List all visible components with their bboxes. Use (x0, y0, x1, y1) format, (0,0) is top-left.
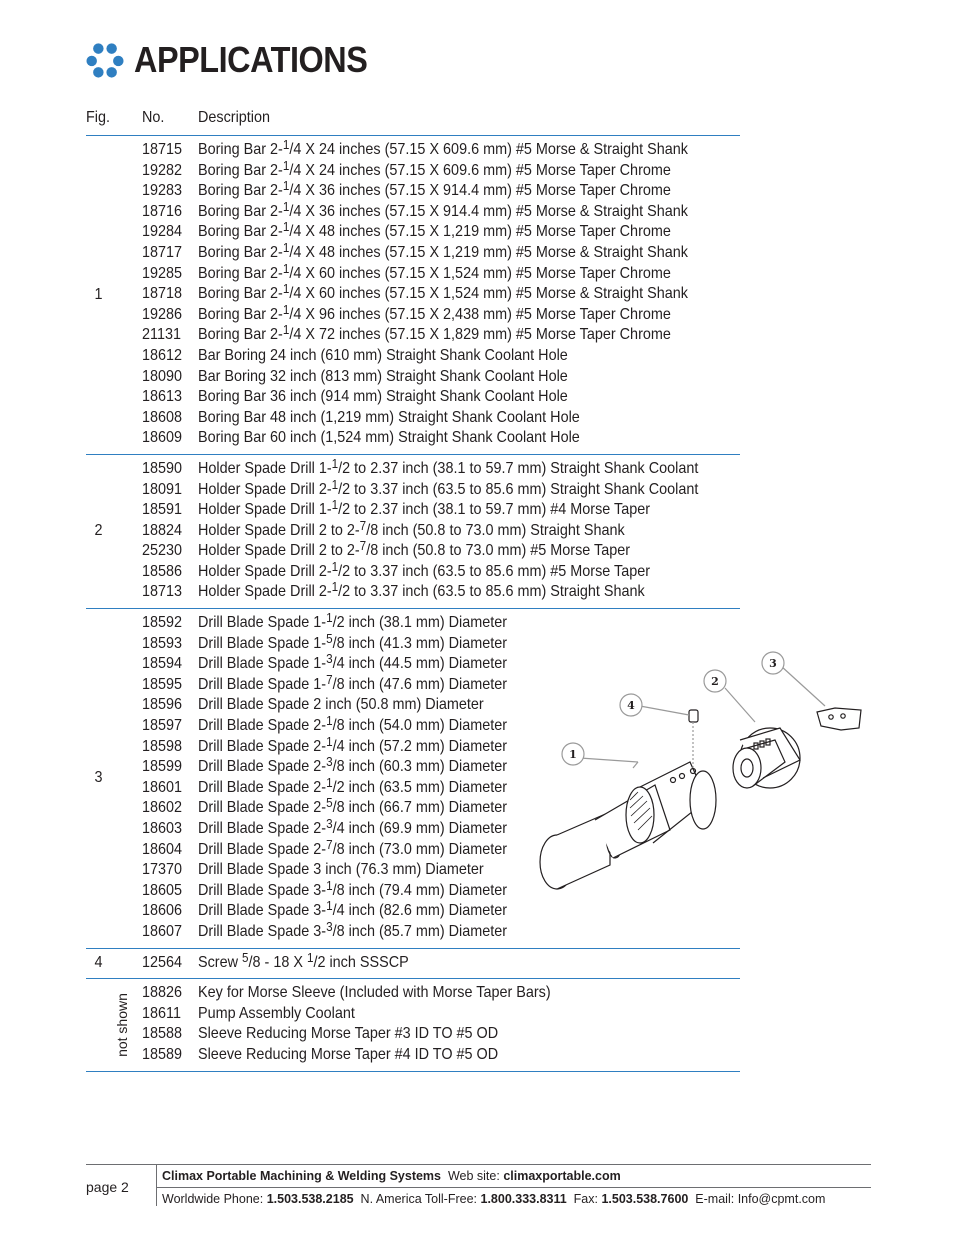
fraction-numerator: 1 (282, 137, 290, 152)
part-description (198, 983, 551, 1004)
fraction-numerator: 1 (331, 476, 339, 492)
part-number: 18592 (142, 614, 183, 632)
description-text: Drill Blade Spade 2- (198, 840, 327, 858)
description-text: /4 X 60 inches (57.15 X 1,524 mm) #5 Morse Taper Chrome (289, 264, 671, 282)
part-number: 18591 (142, 501, 183, 519)
part-number: 18091 (142, 480, 183, 498)
part-number: 18713 (142, 583, 183, 601)
tollfree-number: 1.800.333.8311 (480, 1192, 567, 1206)
part-number: 18090 (142, 367, 183, 385)
part-number: 18606 (142, 902, 183, 920)
fraction-numerator: 1 (331, 558, 339, 574)
description-text: Boring Bar 2- (198, 305, 283, 323)
part-description (198, 713, 508, 737)
description-text: /8 inch (50.8 to 73.0 mm) Straight Shank (366, 521, 625, 539)
website-label: Web site: (447, 1169, 500, 1183)
table-row (86, 219, 740, 243)
description-text: /4 inch (44.5 mm) Diameter (332, 655, 508, 673)
description-text: /4 X 60 inches (57.15 X 1,524 mm) #5 Morse & Straight Shank (289, 285, 688, 303)
table-row (86, 178, 740, 202)
description-text: Drill Blade Spade 2- (198, 758, 327, 776)
page-footer (86, 1164, 871, 1206)
description-text: /4 X 36 inches (57.15 X 914.4 mm) #5 Morse Taper Chrome (289, 182, 671, 200)
table-section (86, 455, 740, 609)
part-description (198, 918, 508, 943)
part-description (198, 219, 671, 243)
part-description (198, 408, 580, 429)
part-description (198, 497, 651, 521)
fraction-numerator: 1 (282, 260, 290, 276)
part-description (198, 260, 671, 285)
part-description (198, 239, 688, 264)
description-text: Screw (198, 953, 243, 971)
part-number: 19285 (142, 264, 183, 282)
part-number: 18613 (142, 388, 183, 406)
part-number: 18603 (142, 820, 183, 837)
part-description (198, 610, 508, 634)
description-text: Key for Morse Sleeve (Included with Morse Taper Bars) (198, 984, 551, 1002)
figure-number: 1 (94, 285, 103, 303)
table-row (86, 198, 740, 223)
table-row (86, 497, 740, 521)
description-text: /8 inch (85.7 mm) Diameter (332, 922, 508, 940)
description-text: /4 inch (69.9 mm) Diameter (332, 820, 508, 837)
fraction-numerator: 1 (326, 774, 333, 790)
part-description (198, 795, 508, 819)
fraction-numerator: 1 (306, 949, 314, 965)
description-text: Sleeve Reducing Morse Taper #4 ID TO #5 OD (198, 1045, 499, 1063)
email-link[interactable]: Info@cpmt.com (737, 1192, 826, 1206)
fraction-numerator: 1 (282, 157, 290, 173)
part-number: 25230 (142, 542, 183, 560)
fraction-numerator: 1 (282, 178, 290, 194)
table-section (86, 979, 740, 1071)
climax-logo-icon (86, 41, 124, 79)
part-description (198, 671, 508, 696)
part-description (198, 579, 645, 603)
table-body (86, 136, 740, 1072)
table-row (86, 157, 740, 182)
fraction-numerator: 1 (326, 733, 333, 749)
part-number: 18611 (142, 1004, 181, 1022)
fraction-numerator: 7 (326, 671, 333, 687)
part-description (198, 137, 688, 161)
table-row (86, 610, 740, 634)
description-text: Boring Bar 2- (198, 264, 283, 282)
fraction-numerator: 1 (282, 239, 290, 255)
fraction-numerator: 1 (326, 713, 333, 729)
part-description (198, 538, 631, 562)
description-text: /2 inch (63.5 mm) Diameter (332, 778, 508, 796)
description-text: Holder Spade Drill 1- (198, 459, 332, 477)
description-text: Drill Blade Spade 3- (198, 902, 327, 920)
table-row (86, 346, 740, 367)
fraction-numerator: 1 (282, 281, 290, 297)
table-row (86, 558, 740, 583)
description-text: Holder Spade Drill 1- (198, 501, 332, 519)
table-row (86, 367, 740, 388)
part-description (198, 774, 508, 799)
part-number: 18715 (142, 141, 183, 158)
description-text: /4 X 36 inches (57.15 X 914.4 mm) #5 Morse & Straight Shank (289, 202, 688, 220)
table-row (86, 281, 740, 305)
description-text: Drill Blade Spade 2- (198, 799, 327, 817)
description-text: /8 inch (47.6 mm) Diameter (332, 675, 508, 693)
table-row (86, 301, 740, 326)
fraction-numerator: 1 (282, 301, 290, 317)
table-row (86, 579, 740, 603)
phone-number: 1.503.538.2185 (266, 1192, 354, 1206)
fraction-numerator: 1 (326, 898, 333, 914)
part-description (198, 949, 409, 974)
part-description (198, 860, 484, 881)
part-number: 18595 (142, 675, 183, 693)
description-text: /4 X 96 inches (57.15 X 2,438 mm) #5 Morse Taper Chrome (289, 305, 671, 323)
fraction-numerator: 7 (359, 538, 367, 554)
part-number: 19286 (142, 305, 183, 323)
description-text: Drill Blade Spade 2- (198, 717, 327, 735)
page-header (86, 38, 393, 82)
part-description (198, 816, 508, 840)
part-number: 18593 (142, 634, 183, 652)
part-number: 18824 (142, 521, 183, 539)
part-description (198, 836, 508, 861)
part-description (198, 387, 568, 408)
description-text: /8 inch (66.7 mm) Diameter (332, 799, 508, 817)
part-number: 18716 (142, 202, 183, 220)
callout-3: 3 (769, 657, 777, 670)
parts-table (86, 105, 740, 1072)
column-header-no: No. (142, 109, 165, 126)
callout-4: 4 (627, 699, 635, 712)
table-row (86, 949, 740, 974)
description-text: Sleeve Reducing Morse Taper #3 ID TO #5 OD (198, 1025, 499, 1043)
part-description (198, 877, 508, 902)
table-row (86, 428, 740, 449)
description-text: /4 X 24 inches (57.15 X 609.6 mm) #5 Morse Taper Chrome (289, 161, 671, 179)
part-number: 18588 (142, 1025, 183, 1043)
description-text: Drill Blade Spade 3- (198, 881, 327, 899)
part-number: 18586 (142, 562, 183, 580)
part-description (198, 1004, 355, 1025)
description-text: Drill Blade Spade 3 inch (76.3 mm) Diameter (198, 861, 484, 879)
part-description (198, 733, 508, 758)
part-number: 18826 (142, 984, 183, 1002)
part-description (198, 630, 508, 655)
part-number: 18717 (142, 243, 183, 261)
part-number: 17370 (142, 861, 183, 879)
table-row (86, 137, 740, 161)
part-description (198, 517, 625, 542)
figure-number: 4 (94, 954, 103, 972)
callout-1: 1 (569, 748, 577, 761)
part-number: 18601 (142, 778, 183, 796)
description-text: Boring Bar 2- (198, 326, 283, 344)
fraction-numerator: 1 (331, 497, 339, 513)
fraction-numerator: 3 (326, 816, 333, 831)
website-link[interactable]: climaxportable.com (503, 1169, 621, 1183)
description-text: /4 inch (57.2 mm) Diameter (332, 737, 508, 755)
description-text: /2 inch SSSCP (313, 953, 409, 971)
part-number: 19283 (142, 182, 183, 200)
part-number: 19284 (142, 223, 183, 241)
part-number: 18597 (142, 717, 183, 735)
description-text: Pump Assembly Coolant (198, 1004, 355, 1022)
fraction-numerator: 1 (282, 219, 290, 235)
footer-divider (156, 1187, 871, 1188)
fraction-numerator: 1 (282, 198, 290, 214)
description-text: /8 inch (60.3 mm) Diameter (332, 758, 508, 776)
description-text: /2 to 2.37 inch (38.1 to 59.7 mm) #4 Morse Taper (338, 501, 651, 519)
description-text: /4 X 48 inches (57.15 X 1,219 mm) #5 Morse Taper Chrome (289, 223, 671, 241)
description-text: /2 to 3.37 inch (63.5 to 85.6 mm) #5 Morse Taper (338, 562, 651, 580)
fax-number: 1.503.538.7600 (601, 1192, 689, 1206)
phone-label: Worldwide Phone: (162, 1192, 264, 1206)
part-description (198, 455, 699, 480)
exploded-assembly-illustration (535, 650, 865, 910)
description-text: Boring Bar 36 inch (914 mm) Straight Shank Coolant Hole (198, 388, 568, 406)
part-number: 18612 (142, 346, 183, 364)
description-text: Drill Blade Spade 2- (198, 778, 327, 796)
description-text: /8 inch (73.0 mm) Diameter (332, 840, 508, 858)
description-text: /8 inch (41.3 mm) Diameter (332, 634, 508, 652)
description-text: Drill Blade Spade 2- (198, 737, 327, 755)
description-text: Holder Spade Drill 2 to 2- (198, 542, 360, 560)
table-section (86, 136, 740, 455)
fax-label: Fax: (573, 1192, 598, 1206)
table-row (86, 408, 740, 429)
description-text: Drill Blade Spade 2- (198, 820, 327, 837)
column-header-description: Description (198, 109, 271, 126)
table-row (86, 260, 740, 285)
description-text: Boring Bar 2- (198, 182, 283, 200)
description-text: Holder Spade Drill 2- (198, 583, 332, 601)
table-row (86, 918, 740, 943)
figure-number: not shown (113, 992, 130, 1057)
table-row (86, 322, 740, 346)
part-description (198, 281, 688, 305)
fraction-numerator: 1 (282, 322, 290, 338)
part-number: 18599 (142, 758, 183, 776)
description-text: /4 X 48 inches (57.15 X 1,219 mm) #5 Morse & Straight Shank (289, 243, 688, 261)
description-text: Drill Blade Spade 3- (198, 922, 327, 940)
part-description (198, 558, 651, 583)
part-number: 18589 (142, 1045, 183, 1063)
description-text: Drill Blade Spade 1- (198, 634, 327, 652)
description-text: /2 to 3.37 inch (63.5 to 85.6 mm) Straight Shank Coolant (338, 480, 699, 498)
part-number: 19282 (142, 161, 183, 179)
part-number: 18602 (142, 799, 183, 817)
table-row (86, 1045, 740, 1066)
column-header-fig: Fig. (86, 109, 111, 126)
description-text: Holder Spade Drill 2 to 2- (198, 521, 360, 539)
fraction-numerator: 1 (331, 579, 339, 595)
description-text: Holder Spade Drill 2- (198, 480, 332, 498)
description-text: Bar Boring 24 inch (610 mm) Straight Shank Coolant Hole (198, 346, 568, 364)
figure-number: 3 (94, 769, 103, 787)
footer-company-line (162, 1169, 621, 1183)
table-row (86, 517, 740, 542)
table-header (86, 105, 740, 136)
description-text: Boring Bar 2- (198, 202, 283, 220)
tollfree-label: N. America Toll-Free: (360, 1192, 478, 1206)
fraction-numerator: 1 (331, 455, 339, 471)
table-row (86, 1024, 740, 1045)
part-description (198, 476, 699, 501)
part-description (198, 367, 568, 388)
part-number: 18609 (142, 429, 183, 447)
description-text: /2 to 3.37 inch (63.5 to 85.6 mm) Straight Shank (338, 583, 645, 601)
part-number: 18590 (142, 459, 183, 477)
description-text: Boring Bar 2- (198, 223, 283, 241)
part-number: 18608 (142, 408, 183, 426)
description-text: /8 inch (54.0 mm) Diameter (332, 717, 508, 735)
part-description (198, 346, 568, 367)
part-description (198, 1045, 498, 1066)
fraction-numerator: 3 (326, 918, 333, 934)
fraction-numerator: 3 (326, 651, 333, 667)
description-text: Drill Blade Spade 1- (198, 675, 327, 693)
part-number: 18604 (142, 840, 183, 858)
page-number: page 2 (86, 1179, 129, 1195)
part-number: 18718 (142, 285, 183, 303)
part-description (198, 301, 671, 326)
description-text: Boring Bar 2- (198, 161, 283, 179)
table-row (86, 239, 740, 264)
page-title: APPLICATIONS (134, 39, 368, 80)
fraction-numerator: 1 (326, 877, 333, 893)
description-text: /4 X 72 inches (57.15 X 1,829 mm) #5 Morse Taper Chrome (289, 326, 671, 344)
fraction-numerator: 5 (326, 630, 333, 646)
description-text: Drill Blade Spade 2 inch (50.8 mm) Diameter (198, 696, 484, 714)
fraction-numerator: 5 (326, 795, 333, 811)
description-text: Boring Bar 2- (198, 141, 283, 158)
part-number: 18596 (142, 696, 183, 714)
part-number: 18594 (142, 655, 183, 673)
description-text: Boring Bar 60 inch (1,524 mm) Straight Shank Coolant Hole (198, 429, 580, 447)
part-description (198, 898, 508, 922)
description-text: Drill Blade Spade 1- (198, 655, 327, 673)
description-text: /4 X 24 inches (57.15 X 609.6 mm) #5 Morse & Straight Shank (289, 141, 688, 158)
part-description (198, 157, 671, 182)
part-description (198, 322, 671, 346)
part-number: 12564 (142, 953, 183, 971)
description-text: /2 inch (38.1 mm) Diameter (332, 614, 508, 632)
footer-divider (156, 1164, 157, 1206)
footer-divider (86, 1164, 871, 1165)
part-description (198, 651, 508, 675)
description-text: /8 inch (79.4 mm) Diameter (332, 881, 508, 899)
callout-2: 2 (711, 675, 719, 688)
table-row (86, 455, 740, 480)
part-number: 21131 (142, 326, 181, 344)
table-row (86, 538, 740, 562)
company-name: Climax Portable Machining & Welding Systems (162, 1169, 441, 1183)
description-text: /2 to 2.37 inch (38.1 to 59.7 mm) Straight Shank Coolant (338, 459, 699, 477)
part-number: 18598 (142, 737, 183, 755)
fraction-numerator: 3 (326, 754, 333, 770)
table-row (86, 387, 740, 408)
fraction-numerator: 5 (242, 949, 249, 965)
footer-contact-line (162, 1192, 825, 1206)
description-text: Holder Spade Drill 2- (198, 562, 332, 580)
fraction-numerator: 1 (326, 610, 333, 626)
description-text: /8 - 18 X (248, 953, 307, 971)
description-text: Drill Blade Spade 1- (198, 614, 327, 632)
description-text: Boring Bar 2- (198, 243, 283, 261)
part-number: 18607 (142, 922, 183, 940)
figure-number: 2 (94, 522, 103, 540)
fraction-numerator: 7 (359, 517, 367, 533)
description-text: Boring Bar 48 inch (1,219 mm) Straight Shank Coolant Hole (198, 408, 580, 426)
part-description (198, 198, 688, 223)
table-section (86, 949, 740, 980)
part-description (198, 1024, 498, 1045)
description-text: Boring Bar 2- (198, 285, 283, 303)
description-text: Bar Boring 32 inch (813 mm) Straight Shank Coolant Hole (198, 367, 568, 385)
description-text: /4 inch (82.6 mm) Diameter (332, 902, 508, 920)
part-number: 18605 (142, 881, 183, 899)
email-label: E-mail: (695, 1192, 735, 1206)
part-description (198, 754, 508, 778)
table-row (86, 1004, 740, 1025)
part-description (198, 178, 671, 202)
table-row (86, 476, 740, 501)
description-text: /8 inch (50.8 to 73.0 mm) #5 Morse Taper (366, 542, 631, 560)
part-description (198, 695, 484, 716)
table-row (86, 983, 740, 1004)
part-description (198, 428, 580, 449)
fraction-numerator: 7 (326, 836, 333, 852)
